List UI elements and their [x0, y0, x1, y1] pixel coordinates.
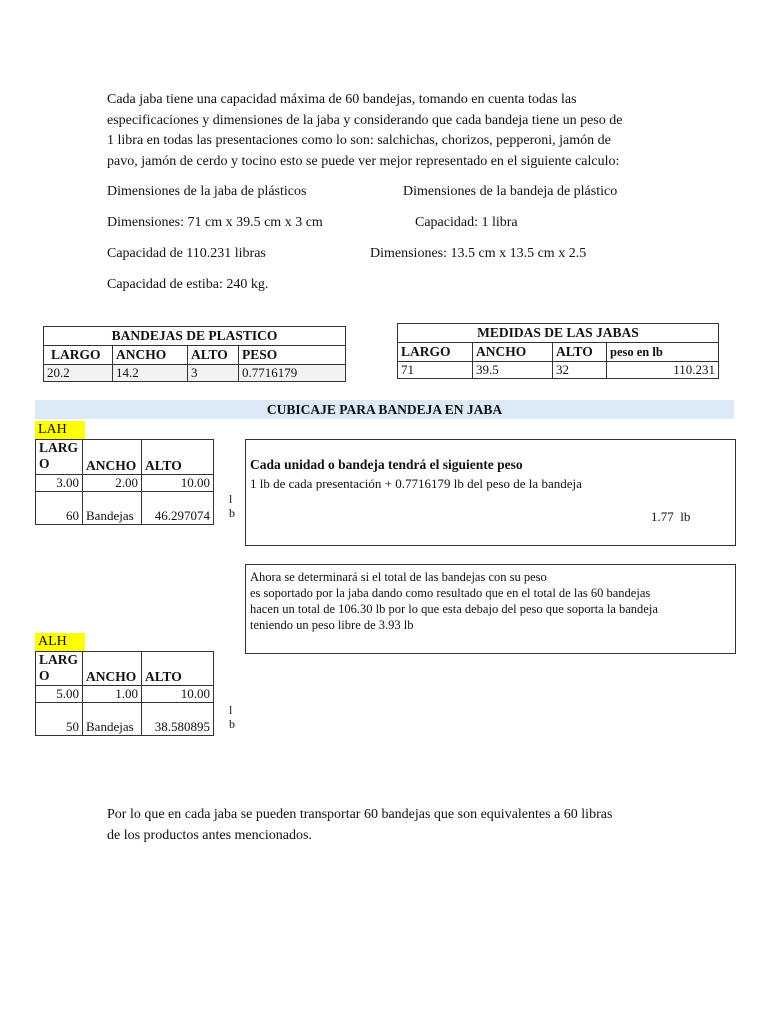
tray-dimensions-heading: Dimensiones de la bandeja de plástico: [403, 184, 618, 199]
conclusion-line: Por lo que en cada jaba se pueden transportar 60 bandejas que son equivalentes a 60 libras: [107, 807, 613, 822]
intro-line: especificaciones y dimensiones de la jaba y considerando que cada bandeja tiene un peso de: [107, 112, 623, 128]
crates-header-peso: peso en lb: [607, 343, 719, 362]
alh-unit: lb: [229, 703, 235, 731]
tray-dimensions: Dimensiones: 13.5 cm x 13.5 cm x 2.5: [370, 246, 587, 261]
note-line: Ahora se determinará si el total de las bandejas con su peso: [250, 570, 547, 584]
alh-value-ancho: 1.00: [83, 686, 142, 703]
crates-header-ancho: ANCHO: [473, 343, 553, 362]
alh-table: [35, 651, 214, 736]
intro-line: pavo, jamón de cerdo y tocino esto se puede ver mejor representado en el siguiente calculo:: [107, 153, 620, 169]
alh-header-alto: ALTO: [142, 652, 214, 686]
alh-count: 50: [36, 703, 83, 736]
note-line: teniendo un peso libre de 3.93 lb: [250, 618, 414, 632]
lah-count: 60: [36, 492, 83, 525]
crates-table: [397, 323, 719, 379]
trays-header-peso: PESO: [239, 346, 346, 365]
lah-weight: 46.297074: [142, 492, 214, 525]
crates-value-peso: 110.231: [607, 362, 719, 379]
alh-header-ancho: ANCHO: [83, 652, 142, 686]
crates-value-ancho: 39.5: [473, 362, 553, 379]
weight-box: [245, 439, 736, 546]
stacking-capacity: Capacidad de estiba: 240 kg.: [107, 277, 269, 292]
weight-box-title: Cada unidad o bandeja tendrá el siguiente peso: [250, 457, 523, 472]
weight-box-unit: lb: [680, 509, 691, 524]
alh-header-largo: LARG O: [36, 652, 83, 686]
trays-value-peso: 0.7716179: [239, 365, 346, 382]
lah-header-largo: LARG O: [36, 440, 83, 475]
trays-header-ancho: ANCHO: [113, 346, 188, 365]
alh-label: ALH: [35, 633, 85, 651]
crates-value-largo: 71: [398, 362, 473, 379]
alh-count-label: Bandejas: [83, 703, 142, 736]
tray-capacity: Capacidad: 1 libra: [415, 215, 518, 230]
weight-box-value-wrap: [651, 509, 690, 525]
note-box-text: [250, 569, 658, 633]
lah-unit: lb: [229, 492, 235, 520]
trays-value-ancho: 14.2: [113, 365, 188, 382]
note-line: hacen un total de 106.30 lb por lo que esta debajo del peso que soporta la bandeja: [250, 602, 658, 616]
trays-table: [43, 326, 346, 382]
alh-weight: 38.580895: [142, 703, 214, 736]
alh-value-alto: 10.00: [142, 686, 214, 703]
lah-header-ancho: ANCHO: [83, 440, 142, 475]
trays-header-largo: LARGO: [44, 346, 113, 365]
lah-table: [35, 439, 214, 525]
conclusion-paragraph: [107, 804, 727, 846]
crate-dimensions: Dimensiones: 71 cm x 39.5 cm x 3 cm: [107, 215, 323, 230]
lah-value-alto: 10.00: [142, 475, 214, 492]
intro-line: 1 libra en todas las presentaciones como lo son: salchichas, chorizos, pepperoni, jamón de: [107, 133, 611, 148]
intro-paragraph: [107, 90, 707, 172]
lah-label: LAH: [35, 421, 85, 439]
trays-value-alto: 3: [188, 365, 239, 382]
conclusion-line: de los productos antes mencionados.: [107, 828, 312, 843]
intro-line: Cada jaba tiene una capacidad máxima de 60 bandejas, tomando en cuenta todas las: [107, 92, 577, 107]
trays-header-alto: ALTO: [188, 346, 239, 365]
lah-header-alto: ALTO: [142, 440, 214, 475]
note-box: [245, 564, 736, 654]
note-line: es soportado por la jaba dando como resultado que en el total de las 60 bandejas: [250, 586, 651, 600]
trays-table-title: BANDEJAS DE PLASTICO: [44, 327, 346, 346]
crates-header-largo: LARGO: [398, 343, 473, 362]
trays-value-largo: 20.2: [44, 365, 113, 382]
lah-count-label: Bandejas: [83, 492, 142, 525]
lah-value-largo: 3.00: [36, 475, 83, 492]
alh-value-largo: 5.00: [36, 686, 83, 703]
crate-dimensions-heading: Dimensiones de la jaba de plásticos: [107, 184, 307, 199]
section-title: CUBICAJE PARA BANDEJA EN JABA: [35, 400, 734, 419]
crates-table-title: MEDIDAS DE LAS JABAS: [398, 324, 719, 343]
weight-box-text: 1 lb de cada presentación + 0.7716179 lb del peso de la bandeja: [250, 476, 582, 491]
weight-box-value: 1.77: [651, 509, 674, 524]
crate-capacity: Capacidad de 110.231 libras: [107, 246, 266, 261]
crates-value-alto: 32: [553, 362, 607, 379]
crates-header-alto: ALTO: [553, 343, 607, 362]
lah-value-ancho: 2.00: [83, 475, 142, 492]
